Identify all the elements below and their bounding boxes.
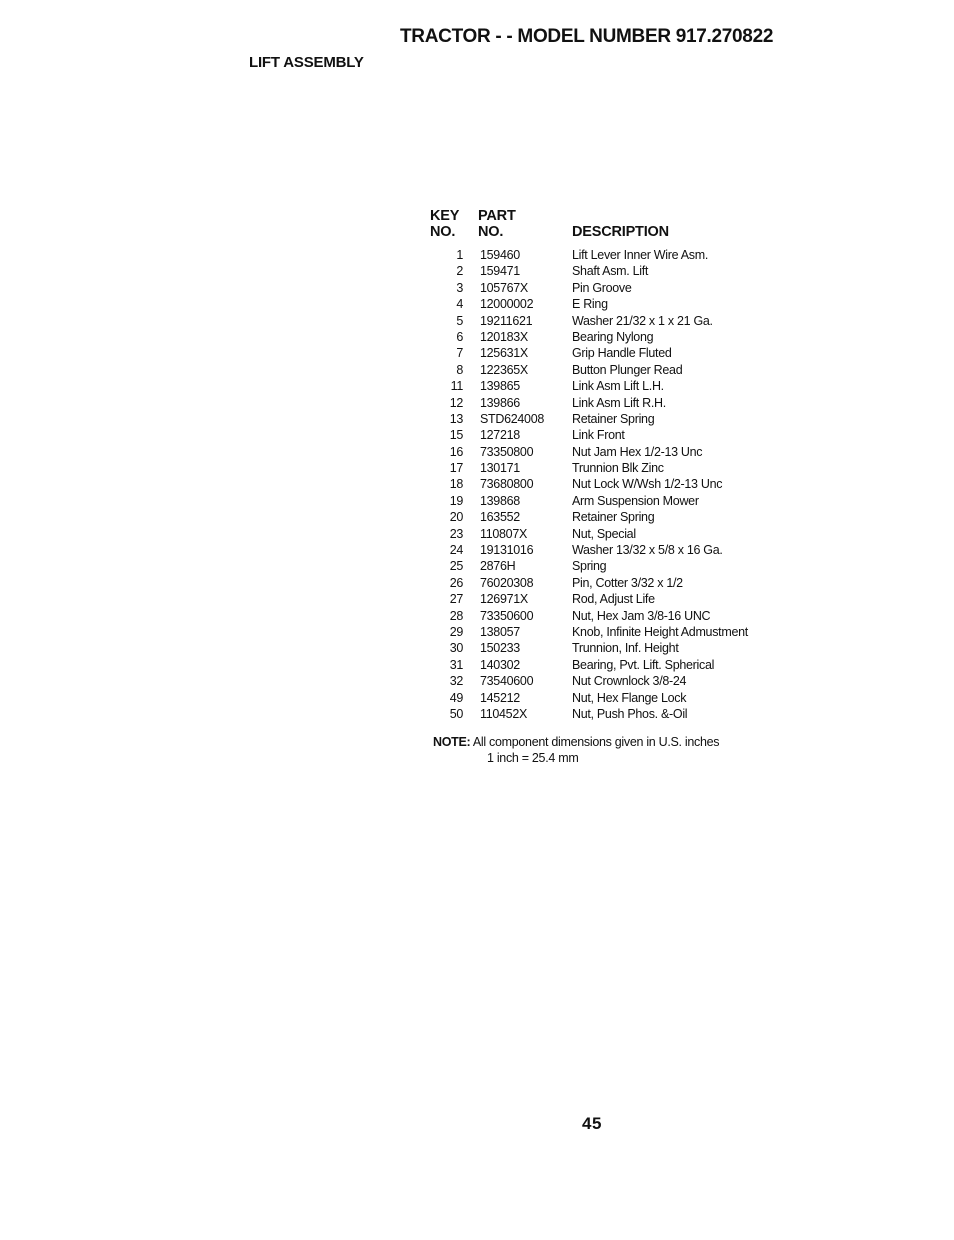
key-no-cell: 32 — [449, 674, 463, 689]
key-no-cell: 27 — [449, 592, 463, 607]
part-no-cell: 145212 — [480, 690, 520, 705]
table-row — [430, 445, 790, 461]
part-no-cell: 120183X — [480, 329, 528, 344]
key-no-cell: 12 — [449, 395, 463, 410]
part-no-cell: 139866 — [480, 395, 520, 410]
table-row — [430, 510, 790, 526]
part-no-cell: 73680800 — [480, 477, 534, 492]
key-no-cell: 3 — [456, 280, 463, 295]
part-no-cell: 159460 — [480, 248, 520, 262]
part-no-cell: 76020308 — [480, 575, 534, 590]
part-header-line2: NO. — [478, 224, 504, 240]
description-cell: Nut Lock W/Wsh 1/2-13 Unc — [572, 477, 723, 492]
table-row — [430, 461, 790, 477]
table-row — [430, 363, 790, 379]
part-no-cell: 126971X — [480, 592, 528, 607]
description-cell: Washer 13/32 x 5/8 x 16 Ga. — [572, 543, 723, 558]
part-no-cell: 138057 — [480, 624, 520, 639]
description-cell: Washer 21/32 x 1 x 21 Ga. — [572, 313, 713, 328]
page-number: 45 — [582, 1114, 602, 1133]
description-cell: Knob, Infinite Height Admustment — [572, 624, 748, 639]
table-row — [430, 494, 790, 510]
description-cell: Nut, Hex Jam 3/8-16 UNC — [572, 608, 711, 623]
part-header-line1: PART — [478, 208, 516, 224]
description-cell: Link Asm Lift L.H. — [572, 379, 664, 394]
description-cell: Nut, Special — [572, 526, 636, 541]
part-no-cell: 73350600 — [480, 608, 534, 623]
description-cell: Nut, Push Phos. &-Oil — [572, 706, 688, 721]
key-no-cell: 7 — [456, 346, 463, 361]
part-no-cell: 139865 — [480, 379, 520, 394]
description-cell: Pin, Cotter 3/32 x 1/2 — [572, 575, 683, 590]
description-cell: Link Asm Lift R.H. — [572, 395, 666, 410]
key-no-cell: 29 — [449, 624, 463, 639]
description-cell: Bearing Nylong — [572, 329, 654, 344]
table-row — [430, 576, 790, 592]
part-no-cell: 73350800 — [480, 444, 534, 459]
note-line2: 1 inch = 25.4 mm — [487, 750, 579, 765]
key-no-cell: 30 — [449, 641, 463, 656]
key-no-cell: 17 — [449, 461, 463, 476]
key-no-cell: 24 — [449, 543, 463, 558]
table-row — [430, 625, 790, 641]
description-cell: Arm Suspension Mower — [572, 493, 699, 508]
table-row — [430, 477, 790, 493]
part-no-cell: 163552 — [480, 510, 520, 525]
table-row — [430, 527, 790, 543]
table-row — [430, 346, 790, 362]
key-no-cell: 20 — [449, 510, 463, 525]
part-no-cell: 19131016 — [480, 543, 534, 558]
table-row — [430, 691, 790, 707]
part-no-cell: 150233 — [480, 641, 520, 656]
key-no-cell: 13 — [449, 411, 463, 426]
key-no-cell: 4 — [456, 297, 463, 312]
part-no-cell: 73540600 — [480, 674, 534, 689]
description-cell: Link Front — [572, 428, 625, 443]
part-no-cell: 159471 — [480, 264, 520, 279]
key-no-cell: 11 — [450, 379, 463, 394]
description-cell: Rod, Adjust Life — [572, 592, 655, 607]
part-no-cell: 110452X — [480, 706, 528, 721]
part-no-cell: 12000002 — [480, 297, 534, 312]
table-row — [430, 330, 790, 346]
parts-rows — [430, 248, 790, 723]
part-no-cell: 2876H — [480, 559, 516, 574]
table-row — [430, 428, 790, 444]
part-no-cell: 19211621 — [480, 313, 533, 328]
table-row — [430, 412, 790, 428]
table-row — [430, 674, 790, 690]
key-no-cell: 23 — [449, 526, 463, 541]
part-no-cell: 122365X — [480, 362, 528, 377]
table-row — [430, 592, 790, 608]
table-row — [430, 609, 790, 625]
table-row — [430, 658, 790, 674]
description-cell: Retainer Spring — [572, 510, 655, 525]
key-no-cell: 49 — [449, 690, 463, 705]
key-no-cell: 16 — [449, 444, 463, 459]
part-no-cell: 125631X — [480, 346, 528, 361]
description-cell: Trunnion Blk Zinc — [572, 461, 664, 476]
description-header: DESCRIPTION — [572, 224, 669, 240]
part-no-cell: 110807X — [480, 526, 528, 541]
key-no-cell: 2 — [456, 264, 463, 279]
description-cell: E Ring — [572, 297, 608, 312]
table-row — [430, 297, 790, 313]
key-no-cell: 19 — [449, 493, 463, 508]
note — [433, 735, 719, 766]
description-cell: Nut Jam Hex 1/2-13 Unc — [572, 444, 703, 459]
key-no-cell: 18 — [449, 477, 463, 492]
key-no-cell: 31 — [449, 657, 463, 672]
table-row — [430, 559, 790, 575]
table-row — [430, 641, 790, 657]
description-cell: Shaft Asm. Lift — [572, 264, 649, 279]
key-header-line1: KEY — [430, 208, 460, 224]
part-no-cell: 140302 — [480, 657, 520, 672]
description-cell: Spring — [572, 559, 607, 574]
part-no-cell: 139868 — [480, 493, 520, 508]
description-cell: Nut, Hex Flange Lock — [572, 690, 687, 705]
key-no-cell: 26 — [449, 575, 463, 590]
part-no-cell: STD624008 — [480, 411, 545, 426]
page-title: TRACTOR - - MODEL NUMBER 917.270822 — [400, 26, 774, 47]
description-cell: Button Plunger Read — [572, 362, 683, 377]
part-no-cell: 127218 — [480, 428, 520, 443]
table-row — [430, 543, 790, 559]
table-row — [430, 379, 790, 395]
note-label: NOTE: — [433, 735, 471, 749]
section-title: LIFT ASSEMBLY — [249, 54, 364, 71]
table-row — [430, 281, 790, 297]
description-cell: Retainer Spring — [572, 411, 655, 426]
description-cell: Nut Crownlock 3/8-24 — [572, 674, 687, 689]
key-header-line2: NO. — [430, 224, 456, 240]
key-no-cell: 8 — [456, 362, 463, 377]
key-no-cell: 28 — [449, 608, 463, 623]
key-no-cell: 1 — [456, 248, 463, 262]
key-no-cell: 50 — [449, 706, 463, 721]
note-line1: All component dimensions given in U.S. inches — [472, 735, 720, 749]
part-no-cell: 130171 — [480, 461, 520, 476]
description-cell: Trunnion, Inf. Height — [572, 641, 679, 656]
description-cell: Pin Groove — [572, 280, 632, 295]
table-row — [430, 396, 790, 412]
description-cell: Grip Handle Fluted — [572, 346, 672, 361]
table-row — [430, 248, 790, 264]
table-row — [430, 264, 790, 280]
description-cell: Lift Lever Inner Wire Asm. — [572, 248, 708, 262]
key-no-cell: 6 — [456, 329, 463, 344]
table-row — [430, 314, 790, 330]
description-cell: Bearing, Pvt. Lift. Spherical — [572, 657, 715, 672]
table-row — [430, 707, 790, 723]
key-no-cell: 15 — [449, 428, 463, 443]
key-no-cell: 5 — [456, 313, 463, 328]
key-no-cell: 25 — [449, 559, 463, 574]
part-no-cell: 105767X — [480, 280, 528, 295]
